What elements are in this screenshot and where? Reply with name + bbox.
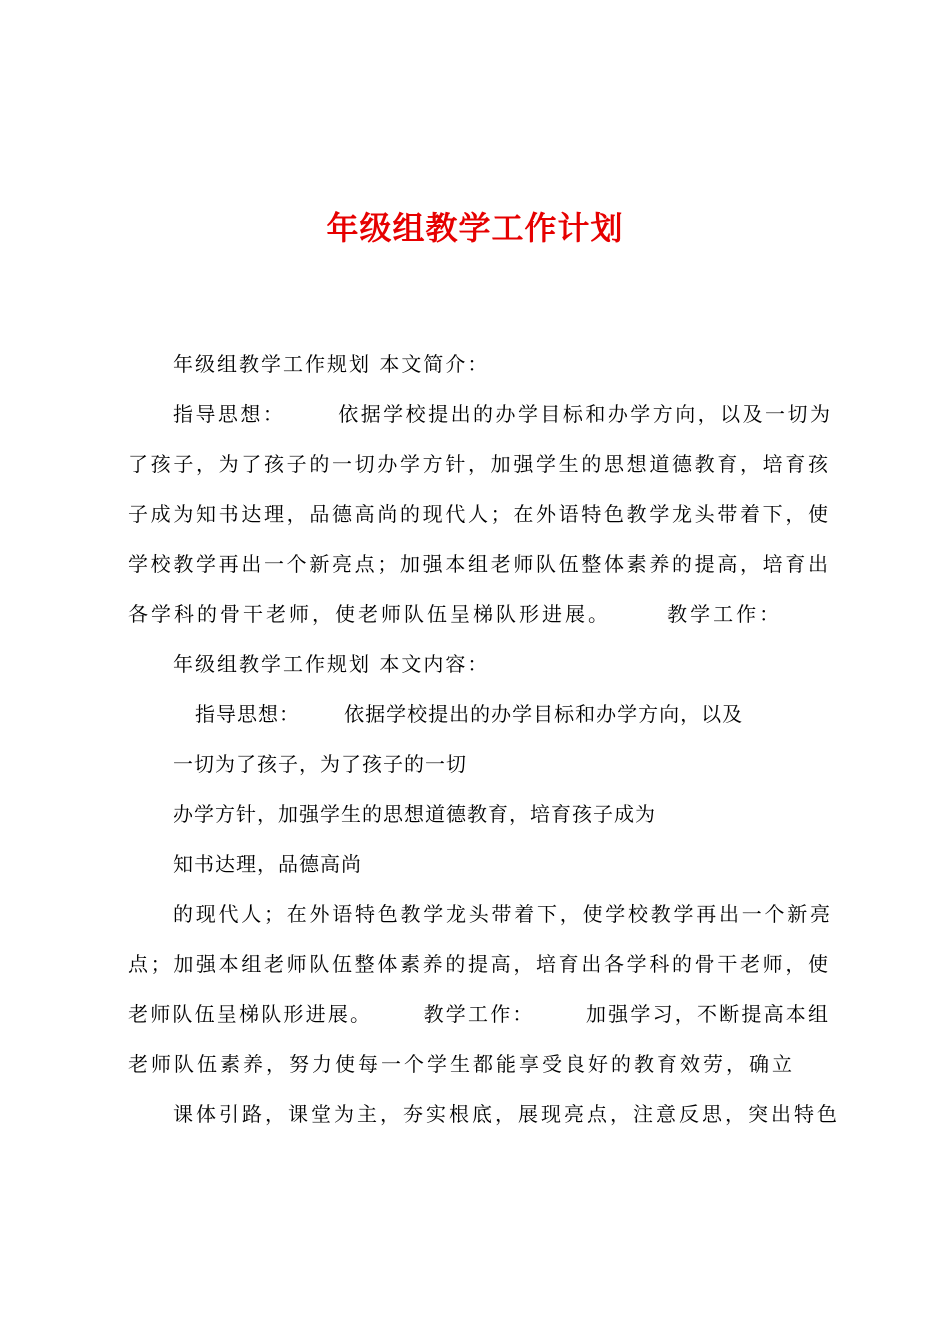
text-line: 了孩子，为了孩子的一切办学方针，加强学生的思想道德教育，培育孩 xyxy=(128,452,828,476)
text-line: 的现代人；在外语特色教学龙头带着下，使学校教学再出一个新亮 xyxy=(173,902,830,926)
text-line: 老师队伍素养，努力使每一个学生都能享受良好的教育效劳，确立 xyxy=(128,1052,795,1076)
document-title: 年级组教学工作计划 xyxy=(326,209,624,247)
text-line: 知书达理，品德高尚 xyxy=(173,852,362,876)
text-line: 学校教学再出一个新亮点；加强本组老师队伍整体素养的提高，培育出 xyxy=(128,552,828,576)
text-line: 年级组教学工作规划 本文简介： xyxy=(173,352,490,376)
text-line: 点；加强本组老师队伍整体素养的提高，培育出各学科的骨干老师，使 xyxy=(128,952,828,976)
text-line: 老师队伍呈梯队形进展。 教学工作： 加强学习，不断提高本组 xyxy=(128,1002,828,1026)
text-line: 指导思想： 依据学校提出的办学目标和办学方向，以及一切为 xyxy=(173,402,830,426)
text-line: 办学方针，加强学生的思想道德教育，培育孩子成为 xyxy=(173,802,656,826)
text-line: 指导思想： 依据学校提出的办学目标和办学方向，以及 xyxy=(195,702,744,726)
text-line: 各学科的骨干老师，使老师队伍呈梯队形进展。 教学工作： xyxy=(128,602,783,626)
text-line: 子成为知书达理，品德高尚的现代人；在外语特色教学龙头带着下，使 xyxy=(128,502,828,526)
text-line: 一切为了孩子，为了孩子的一切 xyxy=(173,752,467,776)
text-line: 课体引路，课堂为主，夯实根底，展现亮点，注意反思，突出特色 xyxy=(173,1102,840,1126)
text-line: 年级组教学工作规划 本文内容： xyxy=(173,652,490,676)
